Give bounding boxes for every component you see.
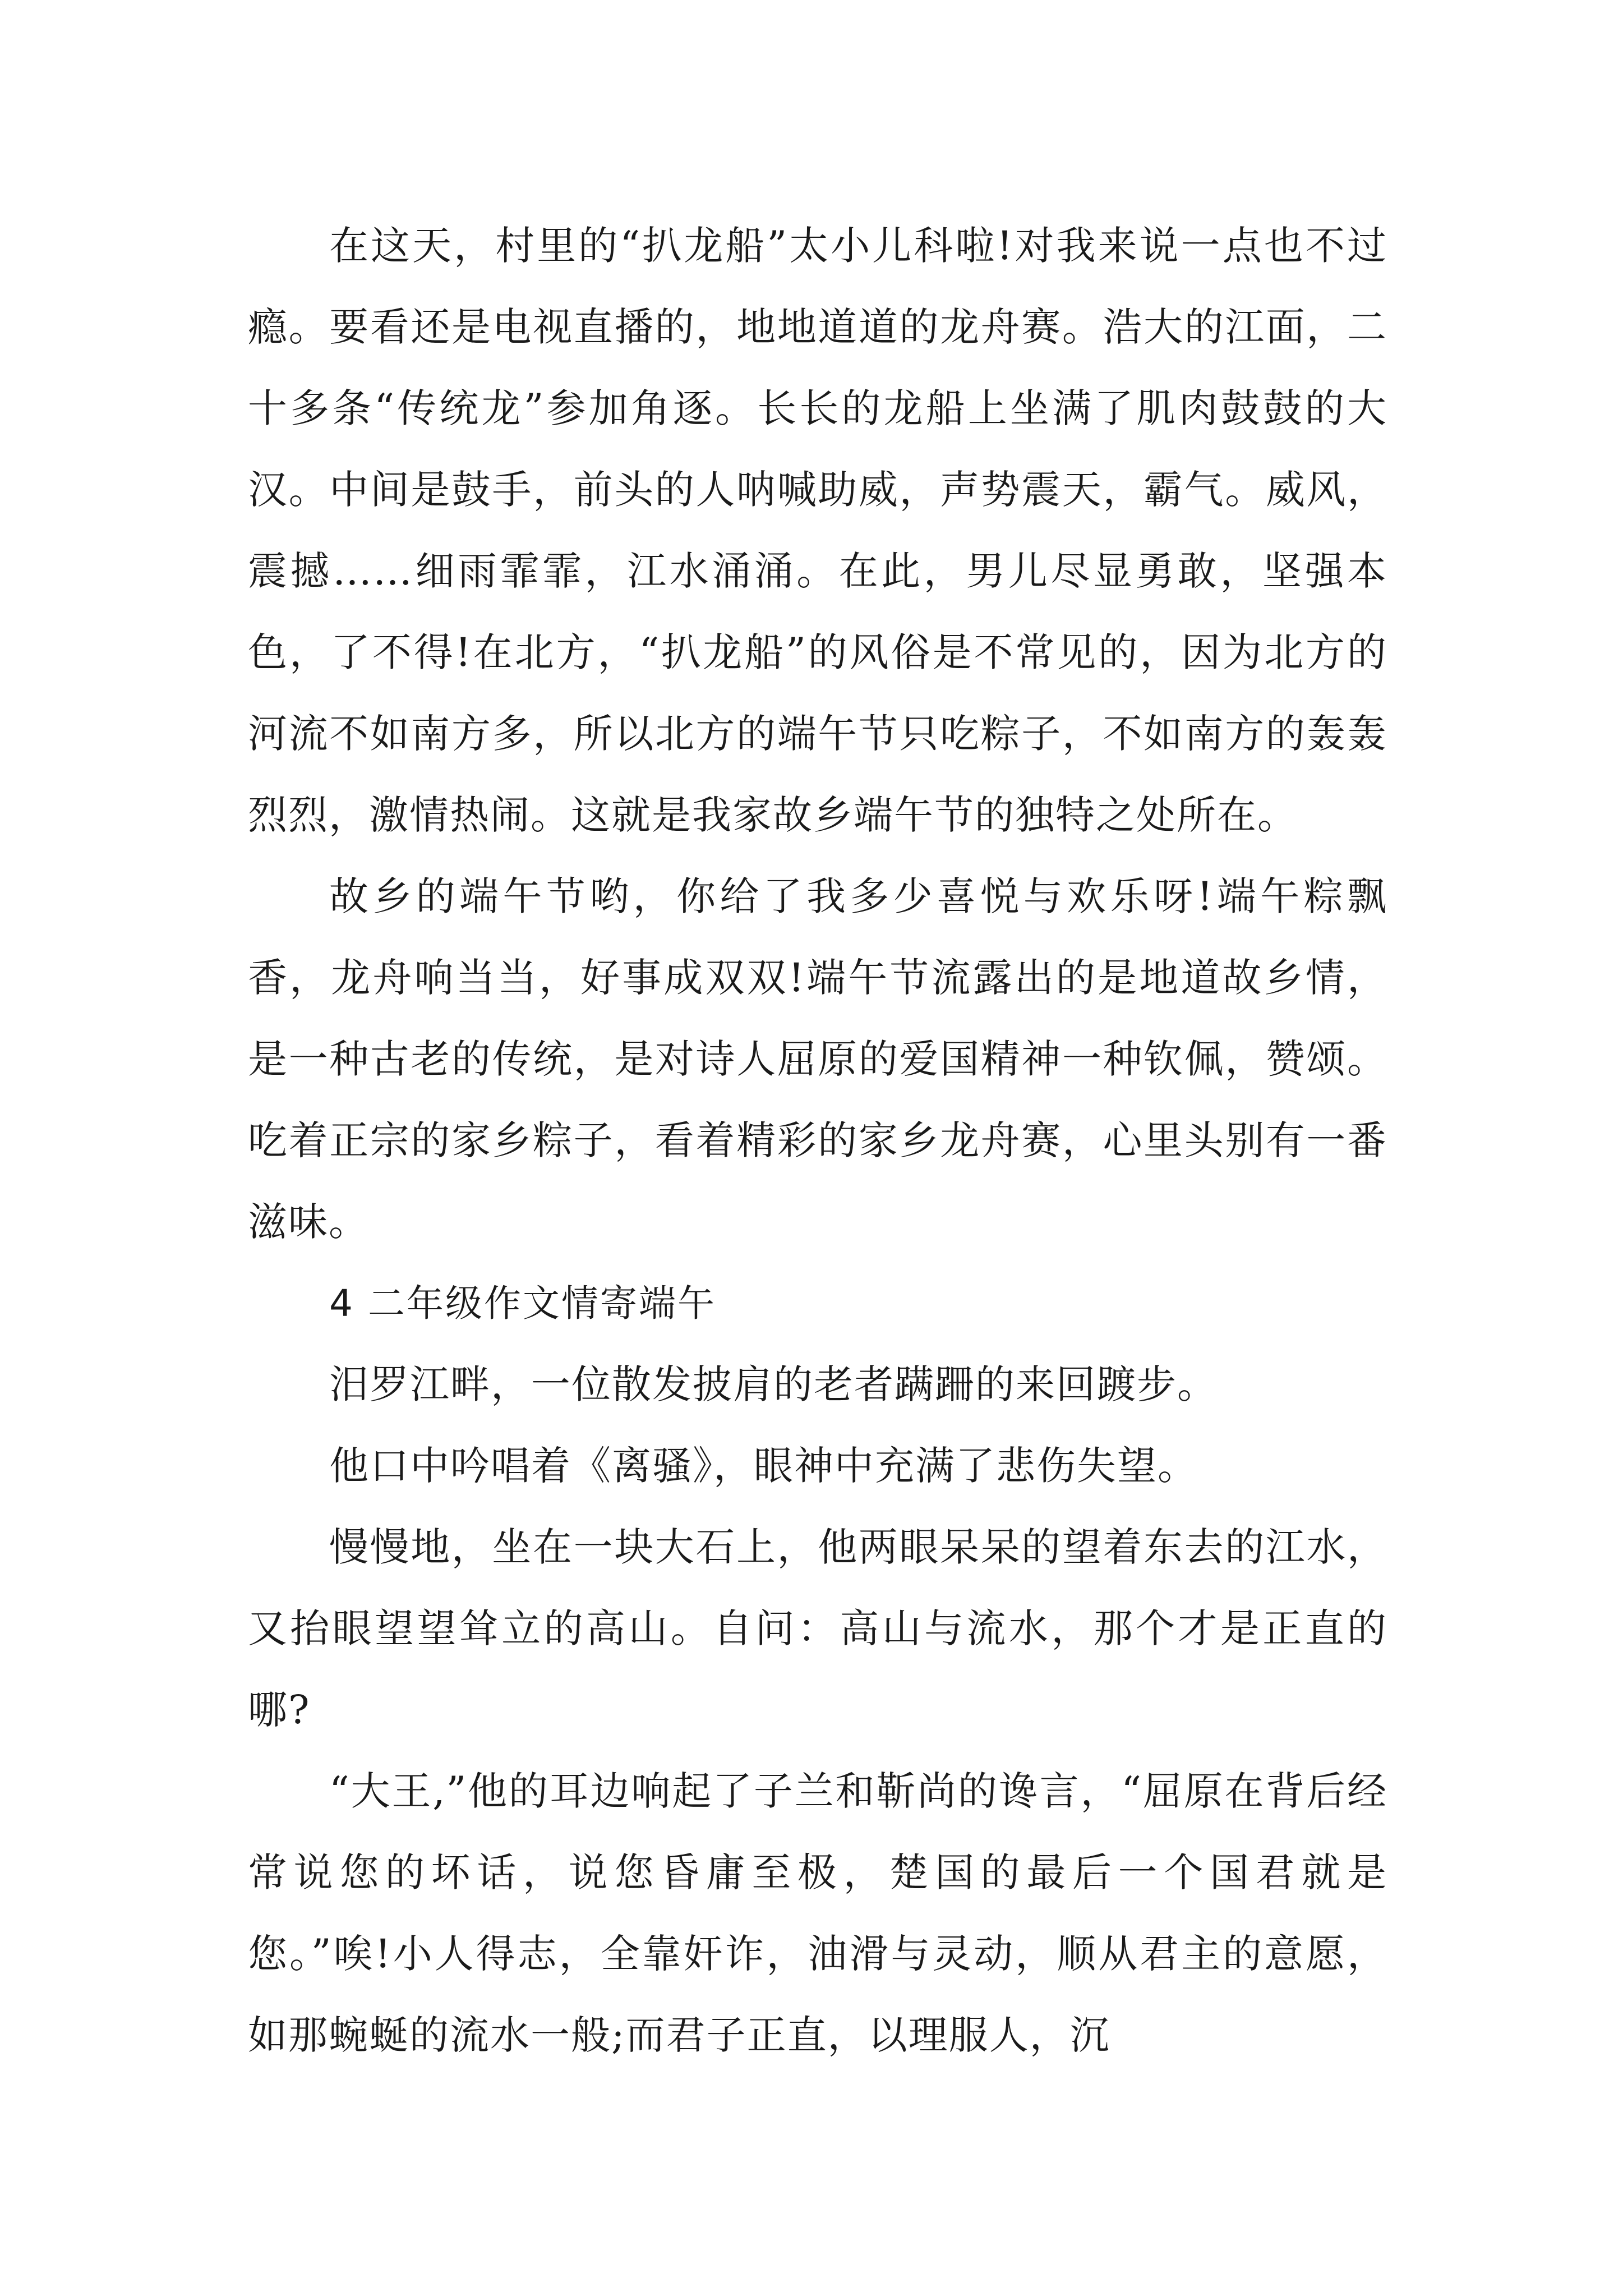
paragraph-dragon-boat: 在这天，村里的“扒龙船”太小儿科啦!对我来说一点也不过瘾。要看还是电视直播的，地地道道的龙舟赛。浩大的江面，二十多条“传统龙”参加角逐。长长的龙船上坐满了肌肉鼓鼓的大汉。中间是鼓手，前头的人呐喊助威，声势震天，霸气。威风，震撼……细雨霏霏，江水涌涌。在此，男儿尽显勇敢，坚强本色，了不得!在北方，“扒龙船”的风俗是不常见的，因为北方的河流不如南方多，所以北方的端午节只吃粽子，不如南方的轰轰烈烈，激情热闹。这就是我家故乡端午节的独特之处所在。 — [248, 223, 1387, 838]
paragraph-lisao: 他口中吟唱着《离骚》，眼神中充满了悲伤失望。 — [329, 1443, 1198, 1489]
paragraph-hometown-festival: 故乡的端午节哟，你给了我多少喜悦与欢乐呀!端午粽飘香，龙舟响当当，好事成双双!端午节流露出的是地道故乡情，是一种古老的传统，是对诗人屈原的爱国精神一种钦佩，赞颂。吃着正宗的家乡粽子，看着精彩的家乡龙舟赛，心里头别有一番滋味。 — [248, 873, 1387, 1245]
document-body — [248, 205, 1387, 2076]
paragraph-mountain-water: 慢慢地，坐在一块大石上，他两眼呆呆的望着东去的江水，又抬眼望望耸立的高山。自问：高山与流水，那个才是正直的哪? — [248, 1524, 1387, 1733]
paragraph-slander: “大王,”他的耳边响起了子兰和靳尚的谗言，“屈原在背后经常说您的坏话，说您昏庸至极，楚国的最后一个国君就是您。”唉!小人得志，全靠奸诈，油滑与灵动，顺从君主的意愿，如那蜿蜒的流水一般;而君子正直，以理服人，沉 — [248, 1768, 1387, 2058]
section-heading: 4 二年级作文情寄端午 — [329, 1282, 716, 1325]
paragraph-miluo-river: 汨罗江畔，一位散发披肩的老者蹒跚的来回踱步。 — [329, 1361, 1218, 1407]
